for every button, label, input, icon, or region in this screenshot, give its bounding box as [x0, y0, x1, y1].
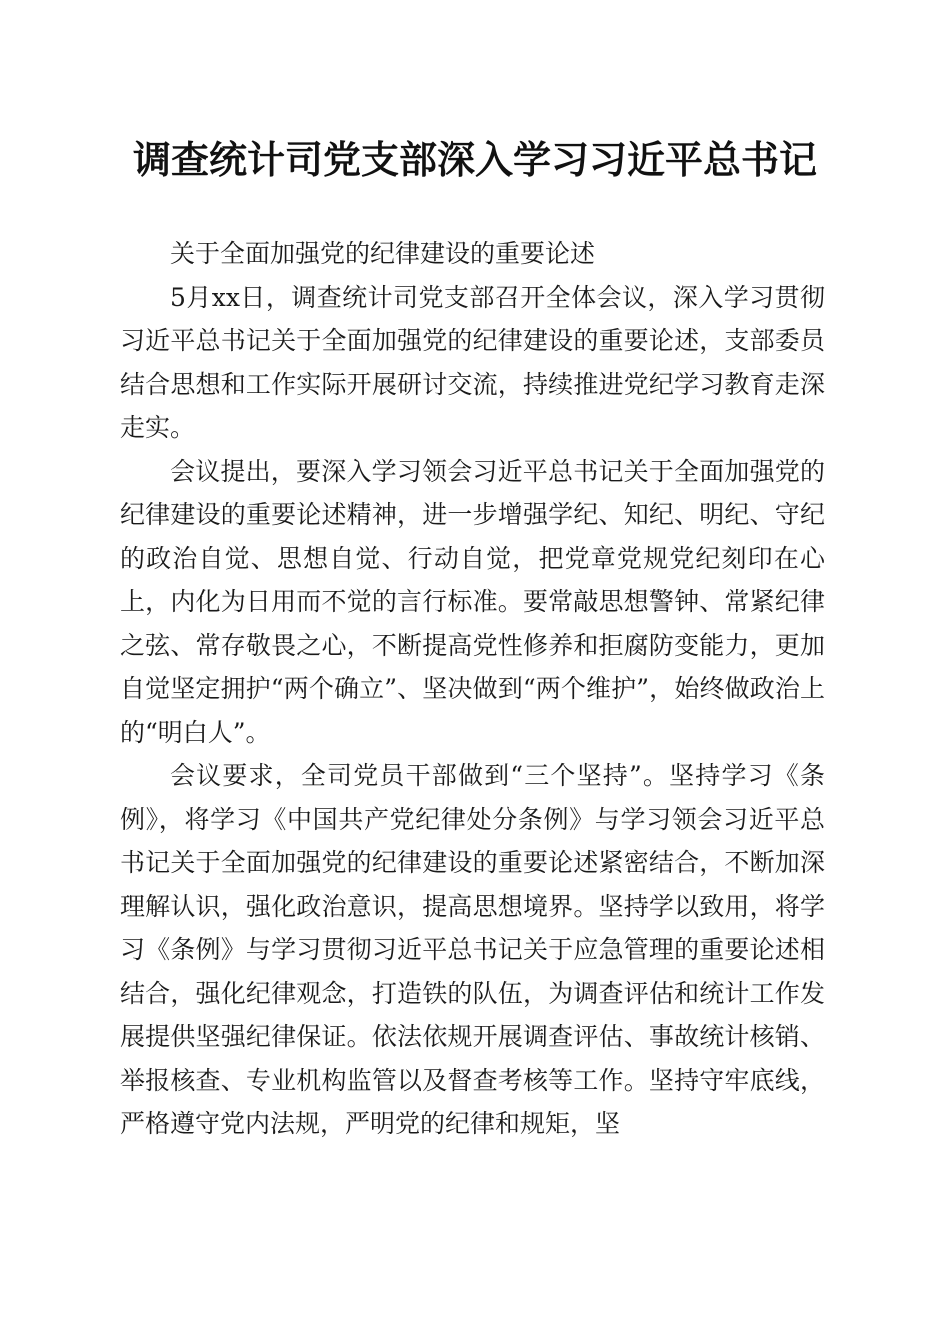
document-title: 调查统计司党支部深入学习习近平总书记	[132, 137, 817, 182]
paragraph-subtitle: 关于全面加强党的纪律建设的重要论述	[170, 239, 596, 268]
document-body	[120, 232, 825, 1146]
paragraph-meeting-requirements: 会议要求，全司党员干部做到“三个坚持”。坚持学习《条例》，将学习《中国共产党纪律处分条例》与学习领会习近平总书记关于全面加强党的纪律建设的重要论述紧密结合，不断加深理解认识，强化政治意识，提高思想境界。坚持学以致用，将学习《条例》与学习贯彻习近平总书记关于应急管理的重要论述相结合，强化纪律观念，打造铁的队伍，为调查评估和统计工作发展提供坚强纪律保证。依法依规开展调查评估、事故统计核销、举报核查、专业机构监管以及督查考核等工作。坚持守牢底线，严格遵守党内法规，严明党的纪律和规矩，坚	[120, 761, 825, 1138]
paragraph-meeting-proposal: 会议提出，要深入学习领会习近平总书记关于全面加强党的纪律建设的重要论述精神，进一步增强学纪、知纪、明纪、守纪的政治自觉、思想自觉、行动自觉，把党章党规党纪刻印在心上，内化为日用而不觉的言行标准。要常敲思想警钟、常紧纪律之弦、常存敬畏之心，不断提高党性修养和拒腐防变能力，更加自觉坚定拥护“两个确立”、坚决做到“两个维护”，始终做政治上的“明白人”。	[120, 456, 825, 747]
paragraph-meeting-intro: 5月xx日，调查统计司党支部召开全体会议，深入学习贯彻习近平总书记关于全面加强党的纪律建设的重要论述，支部委员结合思想和工作实际开展研讨交流，持续推进党纪学习教育走深走实。	[120, 282, 825, 442]
